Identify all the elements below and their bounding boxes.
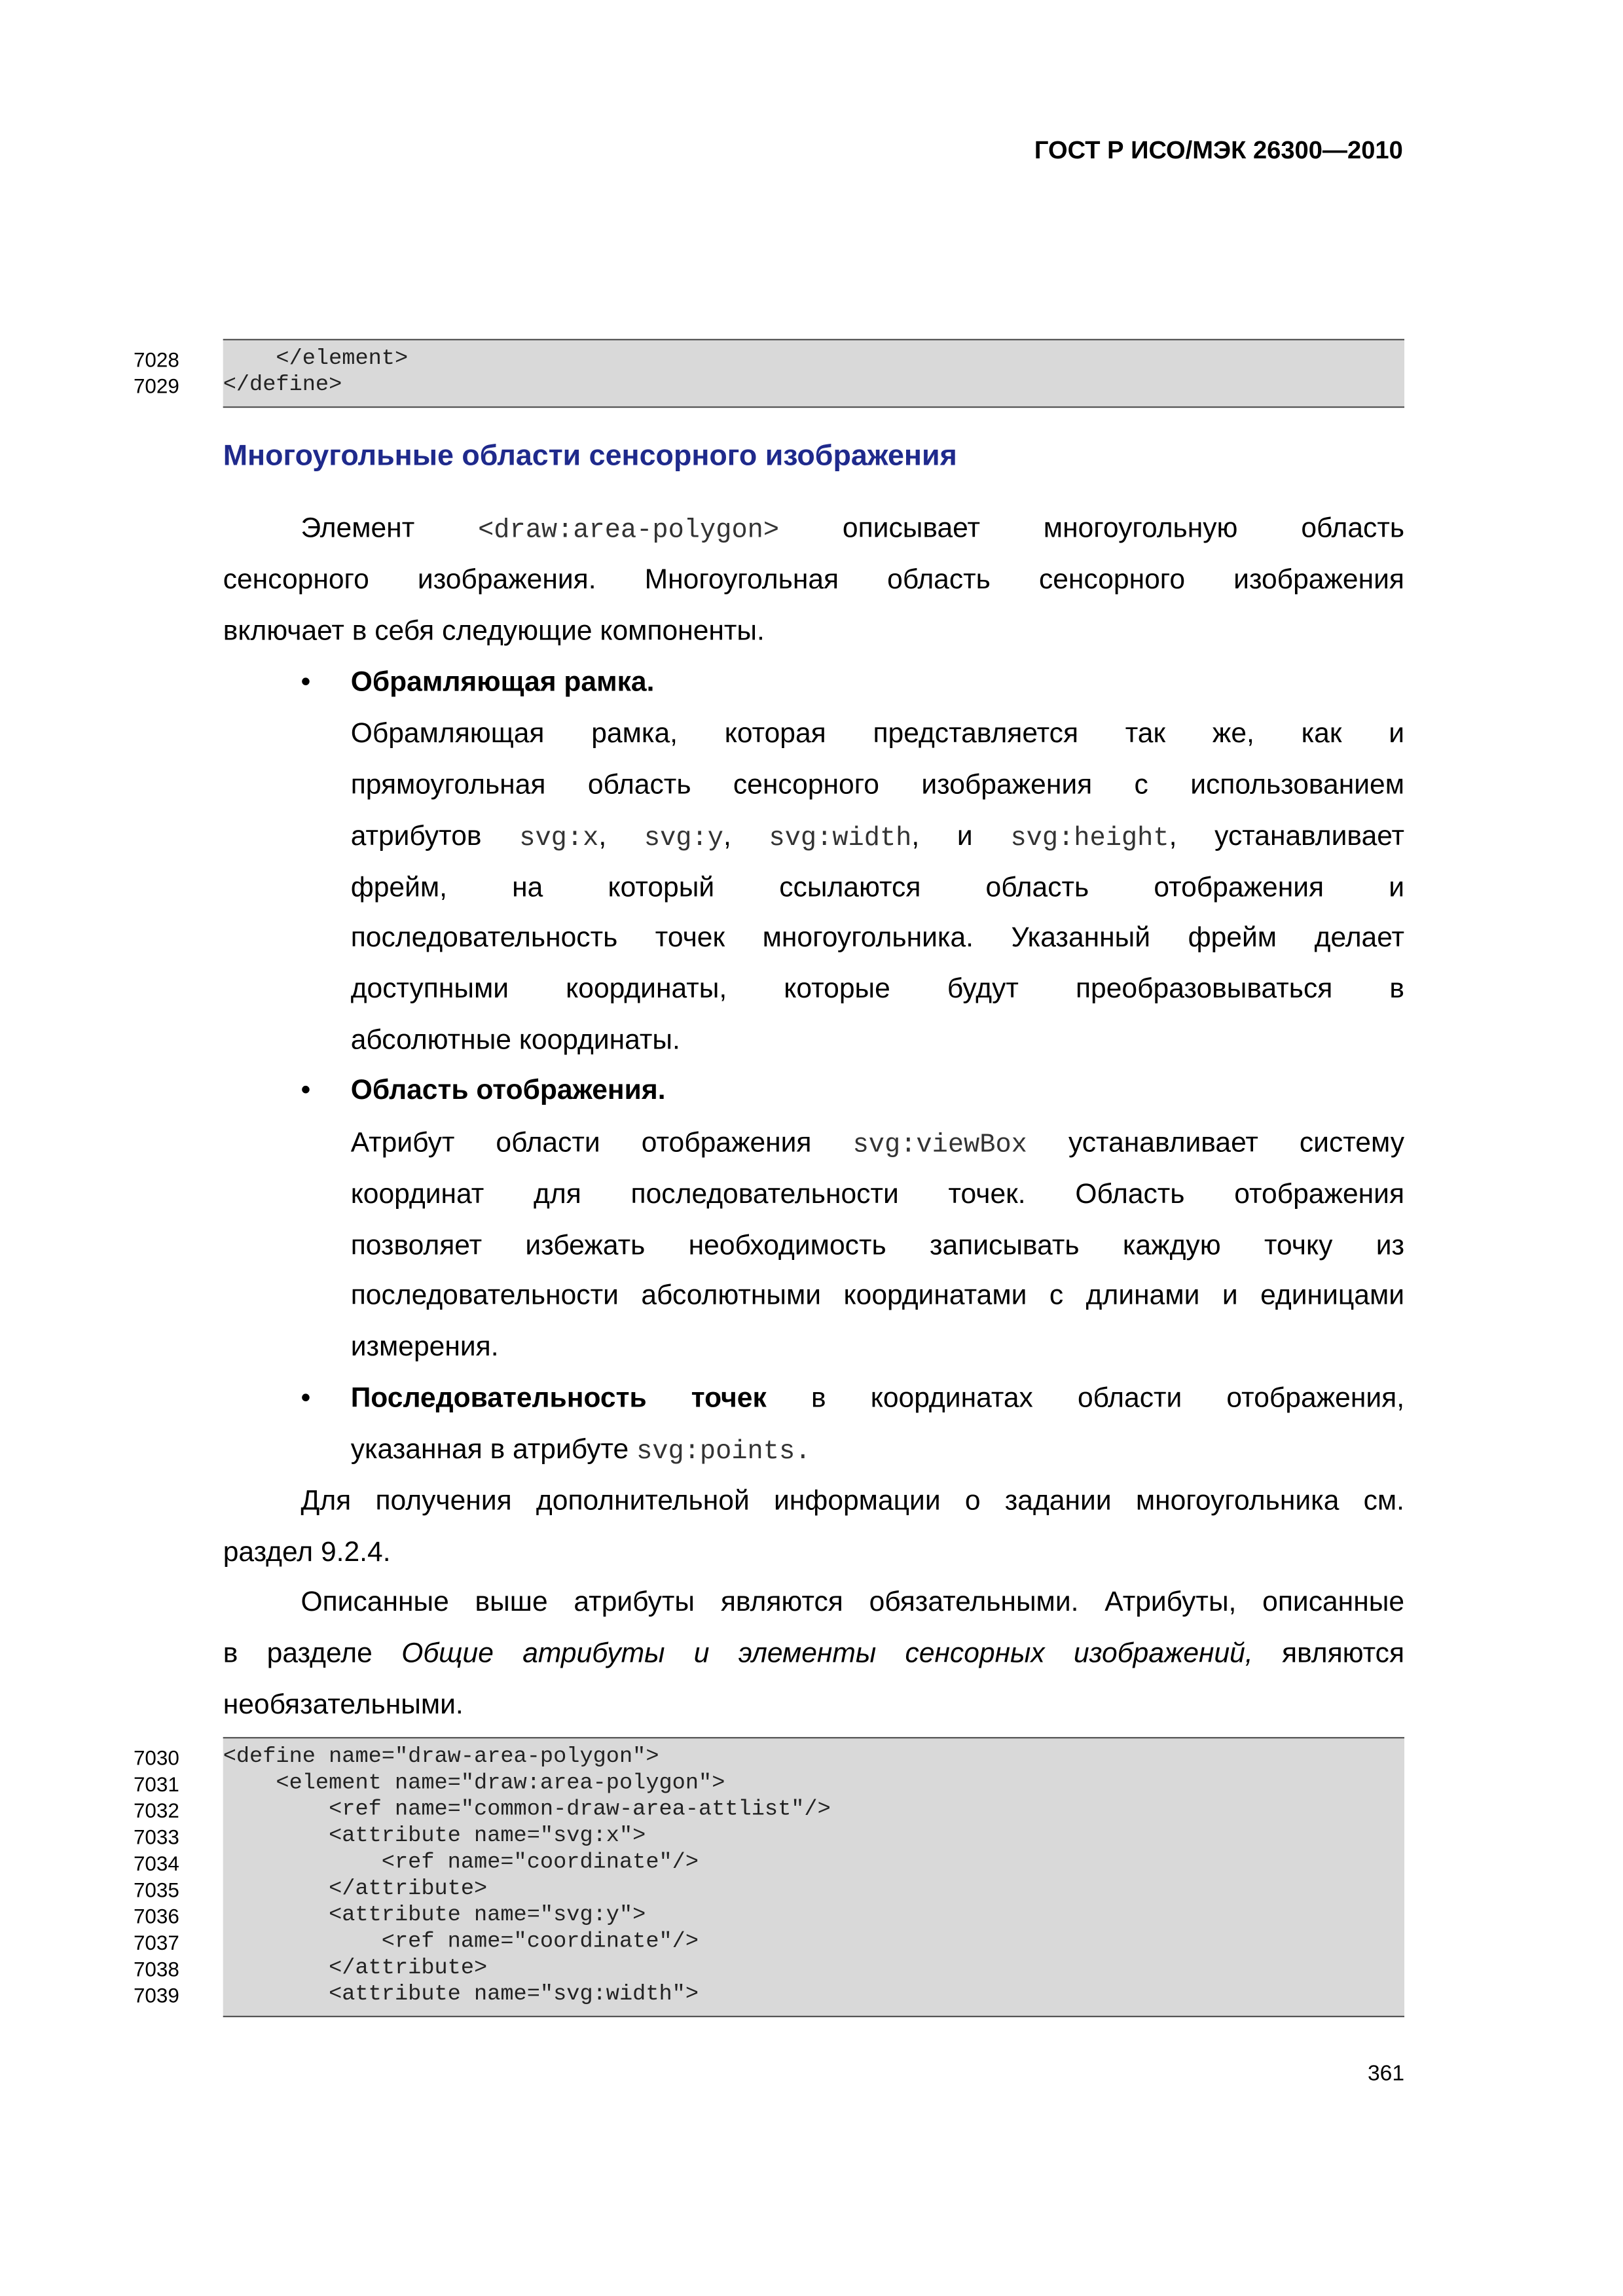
text-line: абсолютные координаты. <box>350 1025 680 1056</box>
text-line: необязательными. <box>223 1690 464 1721</box>
intro-word: Элемент <box>301 513 415 545</box>
code-line: </element> <box>223 346 409 372</box>
line-number: 7039 <box>133 1983 179 2007</box>
code-line: <attribute name="svg:x"> <box>223 1823 646 1849</box>
text-line-points-attr <box>351 1435 811 1467</box>
line-number: 7029 <box>133 374 179 398</box>
text-line: координат для последовательности точек. Область отображения <box>350 1179 1405 1211</box>
code-line: <attribute name="svg:y"> <box>223 1903 646 1928</box>
text-line: последовательность точек многоугольника. Указанный фрейм делает <box>350 922 1405 954</box>
text-line: Для получения дополнительной информации о задании многоугольника см. <box>301 1486 1405 1517</box>
intro-rest: описывает многоугольную область <box>842 513 1405 545</box>
text-line: прямоугольная область сенсорного изображения с использованием <box>350 770 1405 801</box>
bullet-title-points: Последовательность точек <box>350 1383 767 1414</box>
attr-code: svg:width <box>769 824 912 854</box>
attr-code: svg:height <box>1010 824 1169 854</box>
text-line: Описанные выше атрибуты являются обязательными. Атрибуты, описанные <box>301 1587 1405 1619</box>
code-line: <ref name="coordinate"/> <box>223 1850 699 1875</box>
line-number: 7031 <box>133 1772 179 1796</box>
line-number: 7028 <box>133 348 179 372</box>
section-reference: Общие атрибуты и элементы сенсорных изображений, <box>401 1638 1253 1670</box>
line-number: 7033 <box>133 1825 179 1849</box>
text-span: указанная в атрибуте <box>350 1435 629 1466</box>
text-span: являются <box>1282 1638 1405 1670</box>
code-line: <element name="draw:area-polygon"> <box>223 1770 725 1796</box>
code-line: <define name="draw-area-polygon"> <box>223 1744 659 1770</box>
line-number: 7030 <box>133 1746 179 1770</box>
text-line: Обрамляющая рамка, которая представляется так же, как и <box>350 719 1405 750</box>
text-line-points <box>351 1384 1404 1416</box>
text-line: последовательности абсолютными координатами с длинами и единицами <box>350 1280 1405 1312</box>
line-number: 7035 <box>133 1878 179 1901</box>
text-span: , <box>723 821 731 853</box>
text-span: в разделе <box>223 1638 373 1670</box>
line-number: 7034 <box>133 1851 179 1875</box>
text-span: , <box>598 821 607 853</box>
text-span: , и <box>911 821 973 853</box>
line-number: 7032 <box>133 1799 179 1822</box>
text-line-viewbox <box>351 1128 1404 1160</box>
intro-line-3: включает в себя следующие компоненты. <box>223 616 765 647</box>
line-number: 7036 <box>133 1904 179 1928</box>
attr-code: svg:y <box>644 824 723 854</box>
code-line: </attribute> <box>223 1955 488 1981</box>
attr-code: svg:x <box>519 824 599 854</box>
intro-line-2: сенсорного изображения. Многоугольная область сенсорного изображения <box>223 564 1405 596</box>
line-number: 7037 <box>133 1930 179 1954</box>
bullet-title-frame: Обрамляющая рамка. <box>350 667 655 698</box>
bullet-marker: • <box>301 1383 311 1414</box>
element-code: <draw:area-polygon> <box>478 516 780 546</box>
text-span: устанавливает систему <box>1068 1128 1405 1159</box>
standard-header: ГОСТ Р ИСО/МЭК 26300—2010 <box>1034 136 1403 165</box>
page-number: 361 <box>1367 2061 1405 2087</box>
code-line: <ref name="coordinate"/> <box>223 1929 699 1954</box>
text-line: измерения. <box>350 1332 499 1363</box>
text-line: раздел 9.2.4. <box>223 1537 391 1569</box>
text-span: в координатах области отображения, <box>811 1383 1405 1414</box>
attr-code: svg:points <box>636 1437 795 1467</box>
bullet-title-viewbox: Область отображения. <box>350 1075 666 1107</box>
bullet-marker: • <box>301 1075 311 1107</box>
line-number: 7038 <box>133 1957 179 1981</box>
code-line: </attribute> <box>223 1876 488 1901</box>
text-span: атрибутов <box>350 821 482 853</box>
text-line-attributes <box>351 821 1404 853</box>
intro-line-1 <box>301 514 1404 546</box>
text-line: фрейм, на который ссылаются область отображения и <box>350 872 1405 904</box>
text-line-section-ref <box>223 1639 1404 1671</box>
text-line: позволяет избежать необходимость записывать каждую точку из <box>350 1230 1405 1262</box>
code-line: <attribute name="svg:width"> <box>223 1982 699 2007</box>
text-span: Атрибут области отображения <box>350 1128 812 1159</box>
bullet-marker: • <box>301 667 311 698</box>
text-span: . <box>795 1437 811 1467</box>
code-line: <ref name="common-draw-area-attlist"/> <box>223 1797 831 1822</box>
attr-code: svg:viewBox <box>852 1131 1027 1161</box>
section-title: Многоугольные области сенсорного изображения <box>223 440 957 473</box>
text-line: доступными координаты, которые будут преобразовываться в <box>350 974 1405 1005</box>
text-span: , устанавливает <box>1169 821 1405 853</box>
code-line: </define> <box>223 372 342 398</box>
